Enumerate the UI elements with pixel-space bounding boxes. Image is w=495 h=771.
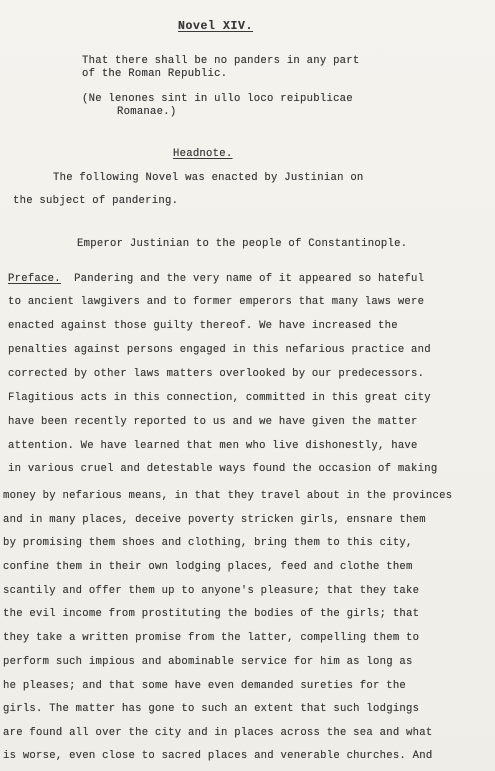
headnote-line-1: The following Novel was enacted by Justinian on [53,172,364,184]
headnote-heading: Headnote. [173,148,233,160]
document-title: Novel XIV. [178,20,254,33]
preface-line: the evil income from prostituting the bodies of the girls; that [3,608,420,620]
preface-line: corrected by other laws matters overlooked by our predecessors. [8,368,425,380]
preface-first-line-text: Pandering and the very name of it appeared so hateful [74,273,425,285]
preface-line: enacted against those guilty thereof. We have increased the [8,320,398,332]
subtitle-line-2: of the Roman Republic. [82,68,228,80]
preface-line: attention. We have learned that men who live dishonestly, have [8,440,418,452]
preface-line: penalties against persons engaged in this nefarious practice and [8,344,431,356]
preface-line: to ancient lawgivers and to former emperors that many laws were [8,296,425,308]
subtitle-line-1: That there shall be no panders in any part [82,55,360,67]
preface-line: perform such impious and abominable service for him as long as [3,656,413,668]
preface-line: Flagitious acts in this connection, committed in this great city [8,392,431,404]
preface-line: and in many places, deceive poverty stricken girls, ensnare them [3,514,426,526]
preface-line: have been recently reported to us and we have given the matter [8,416,418,428]
latin-subtitle-line-1: (Ne lenones sint in ullo loco reipublicae [82,93,353,105]
preface-line: are found all over the city and in places across the sea and what [3,727,433,739]
preface-line: girls. The matter has gone to such an extent that such lodgings [3,703,420,715]
preface-line: money by nefarious means, in that they travel about in the provinces [3,490,453,502]
preface-line: in various cruel and detestable ways found the occasion of making [8,463,438,475]
preface-line: scantily and offer them up to anyone's pleasure; that they take [3,585,420,597]
preface-line: they take a written promise from the latter, compelling them to [3,632,420,644]
preface-line: confine them in their own lodging places, feed and clothe them [3,561,413,573]
preface-line: he pleases; and that some have even demanded sureties for the [3,680,407,692]
headnote-line-2: the subject of pandering. [13,195,179,207]
address-line: Emperor Justinian to the people of Constantinople. [77,238,408,250]
preface-line: is worse, even close to sacred places and venerable churches. And [3,750,433,762]
preface-first-line [8,273,424,285]
latin-subtitle-line-2: Romanae.) [117,106,177,118]
preface-label: Preface. [8,273,61,285]
preface-line: by promising them shoes and clothing, bring them to this city, [3,537,413,549]
